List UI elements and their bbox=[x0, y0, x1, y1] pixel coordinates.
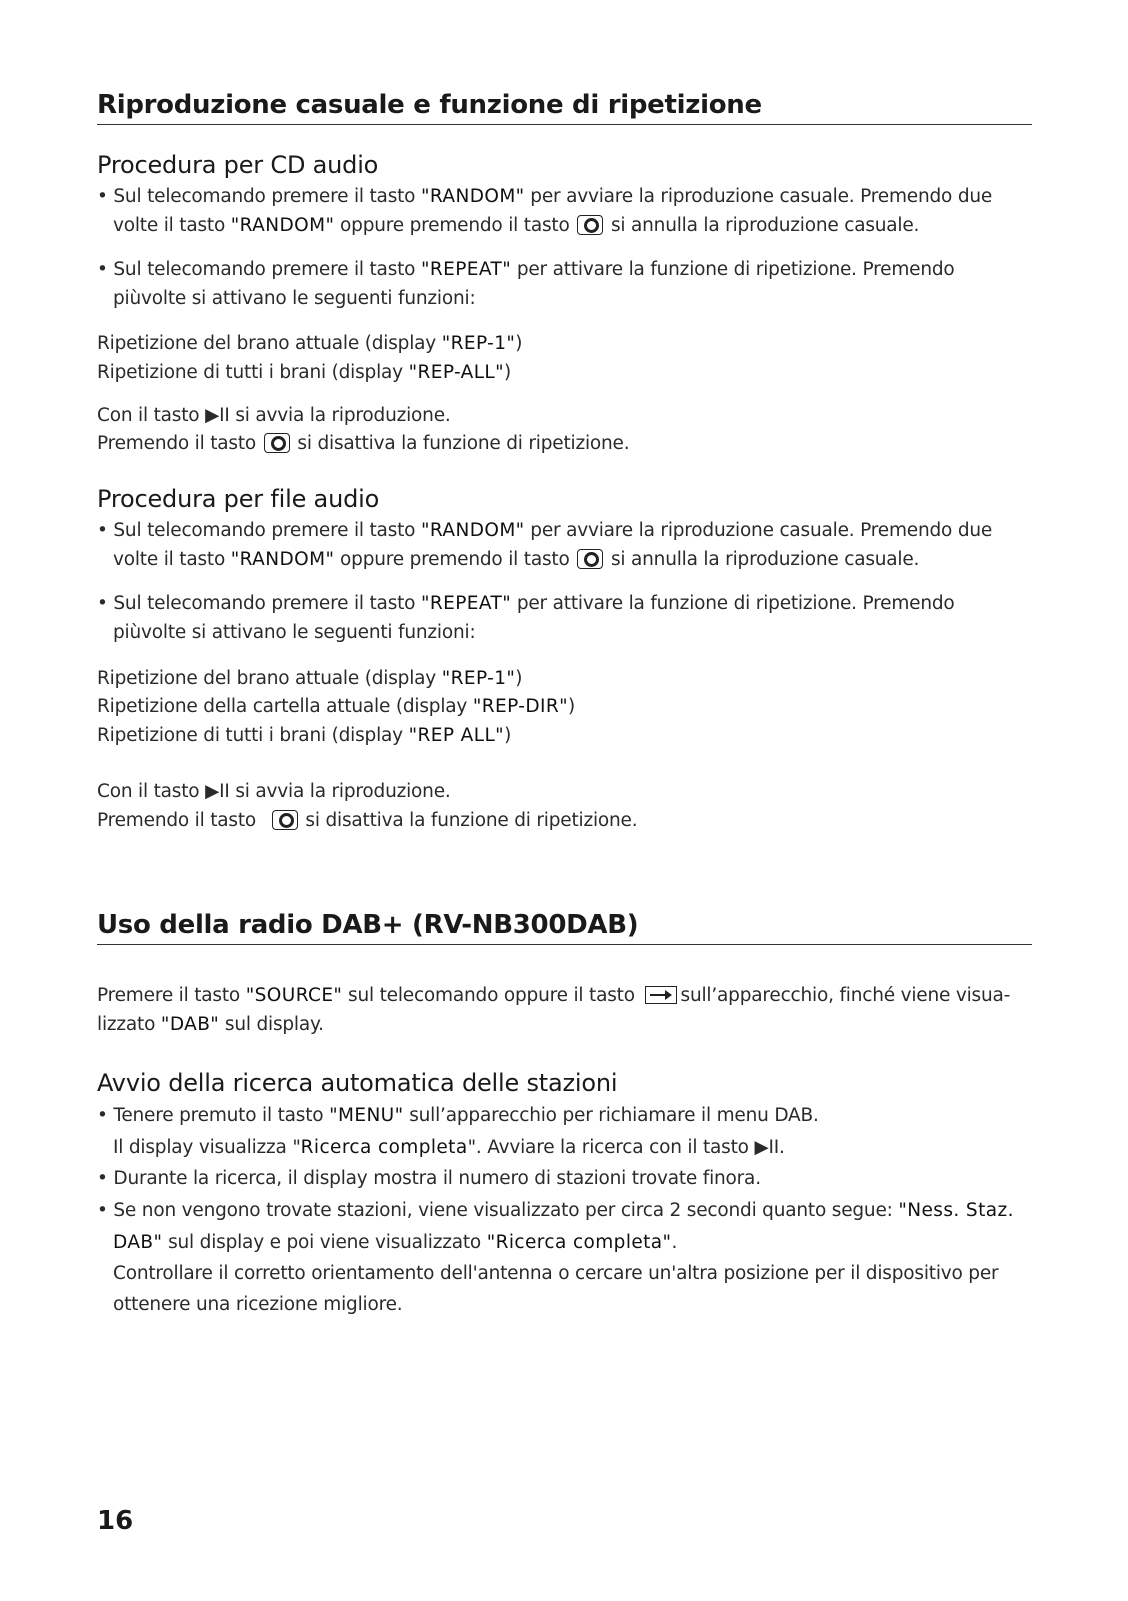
text: sull’apparecchio per richiamare il menu DAB. bbox=[403, 1105, 819, 1126]
text: si avvia la riproduzione. bbox=[229, 405, 451, 426]
text: Con il tasto bbox=[97, 405, 206, 426]
cd-bullet-repeat-line2: piùvolte si attivano le seguenti funzioni: bbox=[113, 288, 476, 309]
text: Ripetizione di tutti i brani (display bbox=[97, 725, 409, 746]
random-label: "RANDOM" bbox=[230, 215, 335, 236]
text: oppure premendo il tasto bbox=[334, 549, 576, 570]
text: per avviare la riproduzione casuale. Premendo due bbox=[524, 186, 993, 207]
text: Premendo il tasto bbox=[97, 433, 262, 454]
section-title-random-repeat: Riproduzione casuale e funzione di ripetizione bbox=[97, 88, 1032, 125]
stop-button-icon bbox=[272, 810, 298, 830]
text: volte il tasto bbox=[113, 549, 231, 570]
dab-intro-line1 bbox=[97, 981, 1010, 1010]
text: • Sul telecomando premere il tasto bbox=[97, 520, 421, 541]
text: • Se non vengono trovate stazioni, viene visualizzato per circa 2 secondi quanto segue: bbox=[97, 1200, 899, 1221]
menu-label: "MENU" bbox=[329, 1105, 404, 1126]
text: • Sul telecomando premere il tasto bbox=[97, 186, 421, 207]
text: • Sul telecomando premere il tasto bbox=[97, 259, 421, 280]
text: sul telecomando oppure il tasto bbox=[342, 985, 641, 1006]
random-label: "RANDOM" bbox=[230, 549, 335, 570]
repdir-label: "REP-DIR" bbox=[472, 696, 568, 717]
scan-bullet-nostation-line1 bbox=[97, 1196, 1014, 1225]
cd-repall-line bbox=[97, 358, 511, 387]
rep1-label: "REP-1" bbox=[441, 333, 516, 354]
repeat-label: "REPEAT" bbox=[421, 593, 512, 614]
scan-bullet-count: • Durante la ricerca, il display mostra il numero di stazioni trovate finora. bbox=[97, 1168, 761, 1189]
scan-bullet-nostation-line4: ottenere una ricezione migliore. bbox=[113, 1294, 403, 1315]
text: lizzato bbox=[97, 1014, 161, 1035]
stop-button-icon bbox=[264, 433, 290, 453]
play-pause-icon: ▶II bbox=[205, 405, 230, 426]
text: • Tenere premuto il tasto bbox=[97, 1105, 330, 1126]
text: ) bbox=[504, 362, 512, 383]
text: ) bbox=[568, 696, 576, 717]
text: sul display. bbox=[219, 1014, 324, 1035]
text: per avviare la riproduzione casuale. Premendo due bbox=[524, 520, 993, 541]
text: sull’apparecchio, finché viene visua- bbox=[680, 985, 1011, 1006]
source-button-icon bbox=[645, 986, 677, 1004]
text: . bbox=[671, 1232, 678, 1253]
text: Ripetizione del brano attuale (display bbox=[97, 333, 442, 354]
repeat-label: "REPEAT" bbox=[421, 259, 512, 280]
ricerca-completa-label: Ricerca completa bbox=[300, 1137, 468, 1158]
source-label: "SOURCE" bbox=[245, 985, 343, 1006]
cd-bullet-random-line2 bbox=[113, 211, 919, 240]
text: si disattiva la funzione di ripetizione. bbox=[299, 810, 638, 831]
file-repall-line bbox=[97, 721, 511, 750]
text: Il display visualizza " bbox=[113, 1137, 301, 1158]
text: Ripetizione della cartella attuale (display bbox=[97, 696, 473, 717]
stop-button-icon bbox=[577, 549, 603, 569]
scan-bullet-menu-line1 bbox=[97, 1101, 819, 1130]
file-bullet-random-line2 bbox=[113, 545, 919, 574]
scan-bullet-nostation-line3: Controllare il corretto orientamento dell'antenna o cercare un'altra posizione per il dispositivo per bbox=[113, 1263, 999, 1284]
file-bullet-repeat-line2: piùvolte si attivano le seguenti funzioni: bbox=[113, 622, 476, 643]
text: ) bbox=[515, 333, 523, 354]
text: per attivare la funzione di ripetizione. Premendo bbox=[511, 259, 955, 280]
cd-stop-line bbox=[97, 429, 629, 458]
random-label: "RANDOM" bbox=[421, 520, 525, 541]
cd-play-line bbox=[97, 401, 451, 430]
scan-bullet-menu-line2 bbox=[113, 1133, 785, 1162]
file-stop-line bbox=[97, 806, 637, 835]
text: si disattiva la funzione di ripetizione. bbox=[291, 433, 630, 454]
text: ) bbox=[504, 725, 512, 746]
text: Ripetizione di tutti i brani (display bbox=[97, 362, 409, 383]
scan-bullet-nostation-line2 bbox=[113, 1228, 677, 1257]
section-title-dab-radio: Uso della radio DAB+ (RV-NB300DAB) bbox=[97, 908, 1032, 945]
dab-label: DAB" bbox=[113, 1232, 163, 1253]
text: sul display e poi viene visualizzato bbox=[162, 1232, 487, 1253]
play-pause-icon: ▶II bbox=[205, 781, 230, 802]
repall-label: "REP-ALL" bbox=[408, 362, 505, 383]
text: Con il tasto bbox=[97, 781, 206, 802]
text: Premendo il tasto bbox=[97, 810, 262, 831]
random-label: "RANDOM" bbox=[421, 186, 525, 207]
file-bullet-repeat-line1 bbox=[97, 589, 955, 618]
text: ". Avviare la ricerca con il tasto bbox=[467, 1137, 755, 1158]
text: • Sul telecomando premere il tasto bbox=[97, 593, 421, 614]
stop-button-icon bbox=[577, 215, 603, 235]
file-play-line bbox=[97, 777, 451, 806]
play-pause-icon: ▶II. bbox=[754, 1137, 785, 1158]
heading-file-audio: Procedura per file audio bbox=[97, 485, 380, 513]
rep1-label: "REP-1" bbox=[441, 668, 516, 689]
text: volte il tasto bbox=[113, 215, 231, 236]
ness-staz-label: "Ness. Staz. bbox=[898, 1200, 1014, 1221]
text: Premere il tasto bbox=[97, 985, 246, 1006]
cd-bullet-random-line1 bbox=[97, 182, 992, 211]
text: si avvia la riproduzione. bbox=[229, 781, 451, 802]
text: Ripetizione del brano attuale (display bbox=[97, 668, 442, 689]
cd-bullet-repeat-line1 bbox=[97, 255, 955, 284]
repall-label: "REP ALL" bbox=[408, 725, 505, 746]
text: si annulla la riproduzione casuale. bbox=[605, 549, 920, 570]
file-repdir-line bbox=[97, 692, 575, 721]
page-number: 16 bbox=[97, 1506, 134, 1536]
dab-intro-line2 bbox=[97, 1010, 324, 1039]
text: oppure premendo il tasto bbox=[334, 215, 576, 236]
text: si annulla la riproduzione casuale. bbox=[605, 215, 920, 236]
cd-rep1-line bbox=[97, 329, 522, 358]
file-bullet-random-line1 bbox=[97, 516, 992, 545]
dab-label: "DAB" bbox=[160, 1014, 220, 1035]
heading-cd-audio: Procedura per CD audio bbox=[97, 151, 379, 179]
heading-auto-scan: Avvio della ricerca automatica delle stazioni bbox=[97, 1069, 618, 1097]
file-rep1-line bbox=[97, 664, 522, 693]
ricerca-completa-label: "Ricerca completa" bbox=[486, 1232, 672, 1253]
text: per attivare la funzione di ripetizione. Premendo bbox=[511, 593, 955, 614]
text: ) bbox=[515, 668, 523, 689]
